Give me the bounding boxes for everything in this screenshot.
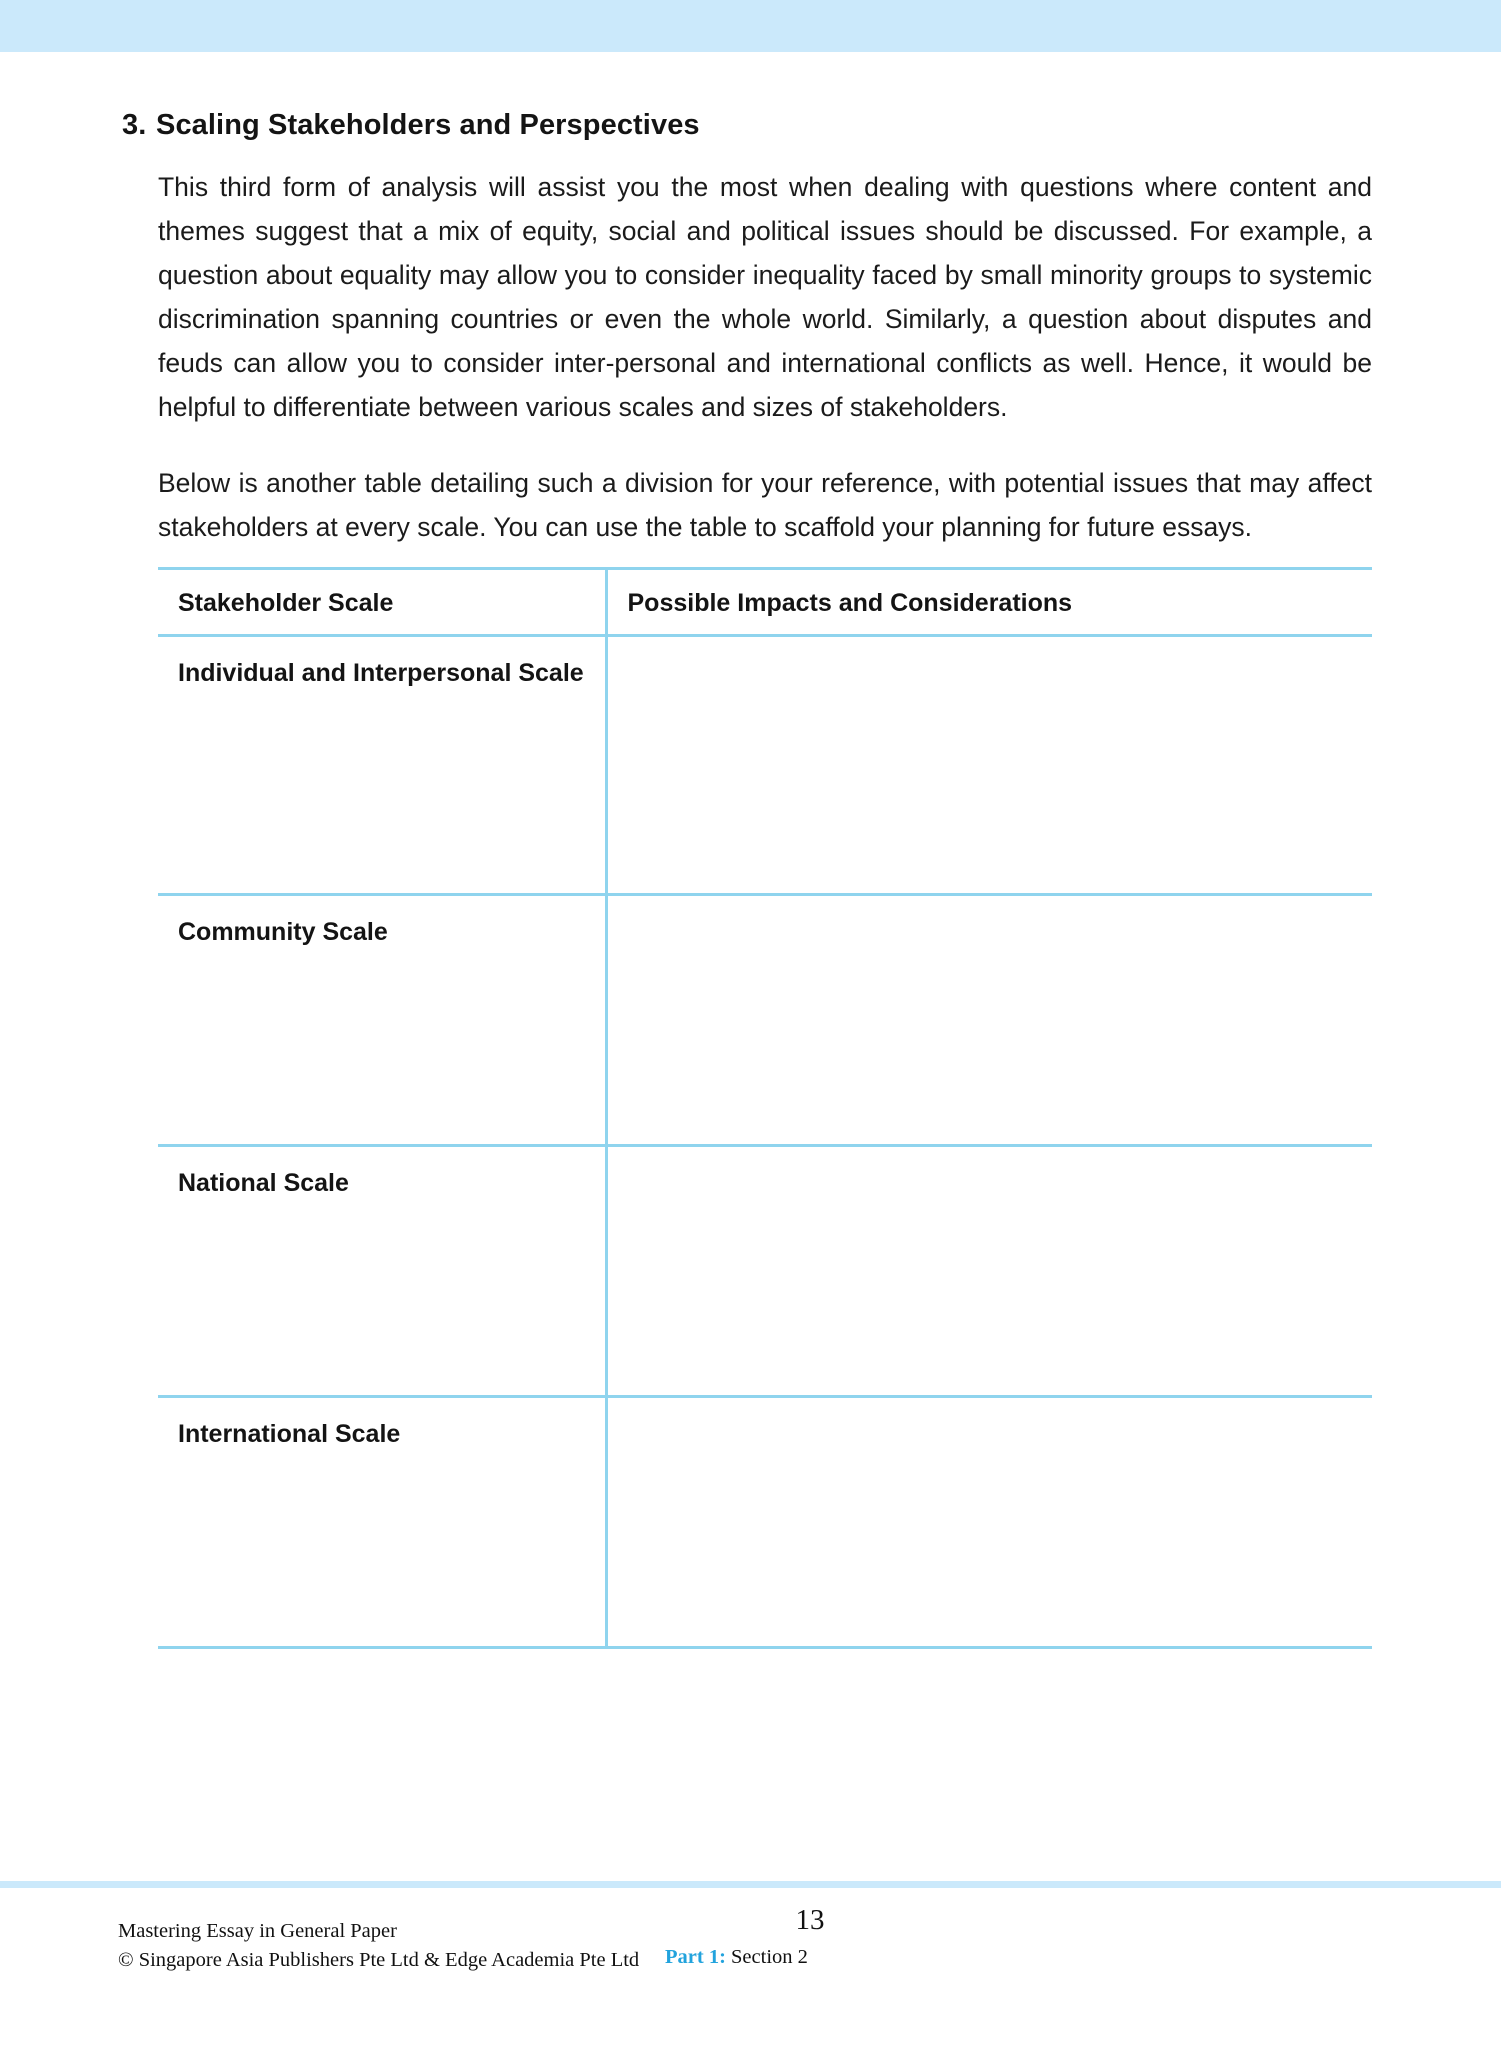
page-content [122,108,1372,1649]
section-title: Scaling Stakeholders and Perspectives [156,109,700,141]
section-number: 3. [122,109,147,141]
table-row [158,1145,1372,1396]
table-row [158,894,1372,1145]
footer-part-label: Part 1: [665,1946,726,1968]
footer-section-label [665,1946,808,1969]
footer-book-title: Mastering Essay in General Paper [118,1920,397,1942]
stakeholder-scale-table [158,567,1372,1649]
footer-page-number-wrap [680,1901,940,1939]
footer-credits [118,1917,639,1975]
row-answer-international-scale[interactable] [606,1396,1372,1647]
row-label-community-scale: Community Scale [158,894,606,1145]
row-answer-community-scale[interactable] [606,894,1372,1145]
column-header-possible-impacts: Possible Impacts and Considerations [606,568,1372,635]
table-body [158,635,1372,1647]
page-title [122,108,1372,143]
table-header-row [158,568,1372,635]
page-number: 13 [795,1904,825,1936]
row-answer-individual-interpersonal-scale[interactable] [606,635,1372,894]
page-footer [0,1893,1501,2051]
page-top-band [0,0,1501,52]
row-answer-national-scale[interactable] [606,1145,1372,1396]
intro-paragraph-2: Below is another table detailing such a division for your reference, with potential issues that may affect stakeholders at every scale. You can use the table to scaffold your planning for future essays. [158,467,1372,542]
footer-copyright: © Singapore Asia Publishers Pte Ltd & Edge Academia Pte Ltd [118,1949,640,1971]
table-header [158,568,1372,635]
intro-paragraph-1: This third form of analysis will assist you the most when dealing with questions where content and themes suggest that a mix of equity, social and political issues should be discussed. For example, a question about equality may allow you to consider inequality faced by small minority groups to systemic discrimination spanning countries or even the whole world. Similarly, a question about disputes and feuds can allow you to consider inter-personal and international conflicts as well. Hence, it would be helpful to differentiate between various scales and sizes of stakeholders. [158,171,1372,422]
row-label-individual-interpersonal-scale: Individual and Interpersonal Scale [158,635,606,894]
footer-section-name: Section 2 [731,1946,808,1968]
table-row [158,1396,1372,1647]
row-label-international-scale: International Scale [158,1396,606,1647]
footer-divider [0,1881,1501,1888]
table-row [158,635,1372,894]
row-label-national-scale: National Scale [158,1145,606,1396]
column-header-stakeholder-scale: Stakeholder Scale [158,568,606,635]
